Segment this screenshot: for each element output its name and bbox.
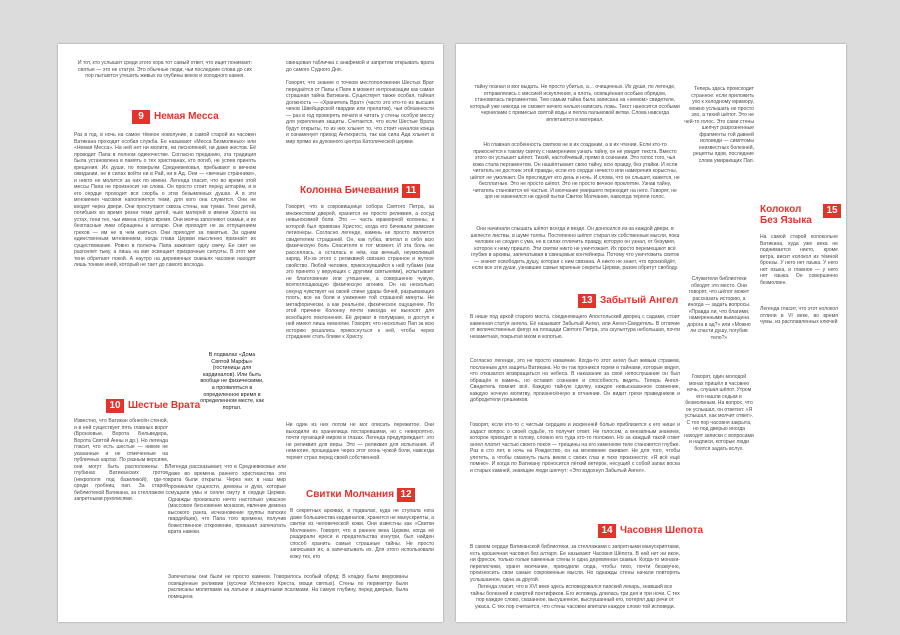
scrolls-madness: Они начинали слышать шёпот всегда и везде. Он доносился из-за каждой двери, в шелесте листвы, в шуме толпы. Постепенно шёпот стирал их собственные мысли, пока человек не сходил с ума, не в силах отличить правду, которую он узнал, от безумия, которое к нему пришло. Эти свитки никто не уничтожает. Их просто перемещают всё глубже в архивы, запечатывая в свинцовые контейнеры. Потому что уничтожить свиток — значит освободить душу, которая с ним связана. А никто не знает, что произойдёт, если все эти души, узнавшие самые мрачные секреты Церкви, разом обретут свободу. bbox=[470, 226, 680, 271]
section-15-legend: Легенда гласит, что этот колокол отлили в VI веке, во время чумы, из расплавленных ключей bbox=[760, 306, 838, 325]
column-2-guardian: Говорят, что знание о точном местоположении Шестых Врат передаётся от Папы к Папе в момент интронизации как самая страшная тайна Ватикана. Существует также особая, тайная должность — «Хранитель Врат» (часто это кто-то из высших чинов Швейцарской гвардии или прелатов), чьи обязанности — раз в год проверять печати и читать у стены особую мессу для укрепления защиты. Считается, что если Шестые Врата будут открыты, то из них хлынет то, что стоит началом конца и ознаменует приход Антихриста, так как сила Ада хлынет в мир прямо из духовного центра Католической церкви. bbox=[286, 80, 434, 145]
section-14-legend: Легенда гласит, что в XVI веке здесь исповедовался папский лекарь, знавший все тайны болезней и смертей понтификов. Его исповедь длилась три дня и три ночи. С тех пор каждое слово, сказанное, высушенное, выслушанный его, потерял дар речи от ужаса. С тех пор считается, что стены часовни впитали каждое слово той исповеди. bbox=[470, 584, 680, 610]
chapel-servants: Служители библиотеки обходят это место. Они говорят, что шёпот может рассказать историю, а иногда — задать вопросы. «Правда ли, что благими, намеренными вымощена дорога в ад?» или «Можно ли спасти душу, погубив тело?» bbox=[687, 276, 751, 341]
section-9-body: Раз в год, в ночь на самое тёмное новолуние, в самой старой из часовен Ватикана проходит особая служба. Ее называют «Месса Безмолвных» или «Немая Месса». На ней нет ни молитв, ни песнопений, ни даже жестов. Её проводит Папа в полном одиночестве. Согласно преданию, эта традиция была установлена в память о тех христианах, кто погиб, не успев принять крещения. Их души, по поверьям Средневековья, пребывают в вечном ожидании, не в силах войти ни в Рай, ни в Ад. Они — «вечные странники», и никто не молится за них по имени. Легенда гласит, что во время этой мессы Папа не произносит ни слова. Он просто стоит перед алтарём, и в его сердце проходит вся скорбь о этих безымянных душах. А в эти мгновения часовня наполняется теми, для кого она служится. Они не входят через двери. Они проступают сквозь стены, как туман. Тени детей, погибших во время резни теми детей, чьих матерей в имени Христа на устах, тени тех, чьи имена стёрло время. Они молча заполняют скамьи, и их безгласные лики обращены к алтарю. Они приходят не за отпущением грехов — им не в чем каяться. Они приходят за памятью. За одним единственным мгновением, когда глава Церкви мысленно признаёт их существование. Ровно в полночь Папа зажигает одну свечу. Ее свет не разгоняет тьму, а лишь на миг освещает призрачные силуэты. В этот миг тени обретают покой. А наутро на деревянных скамьях часовни находят лишь тонкие иней, который не тает до самого восхода. bbox=[74, 132, 256, 268]
section-13-heading bbox=[578, 294, 678, 308]
caption-note: В подвалах «Дома Святой Марфы» (гостиницы для кардиналов). Или быть вообще не физическими, а проявляться в определенное время в определенном месте, как портал. bbox=[200, 352, 264, 411]
chapel-monk: Говорят, один молодой монах пришёл в часовню ночь, слушая шёпот. Утром его нашли седым и безмолвным. На вопрос, что он услышал, он ответил: «Я услышал, как молчит ответ». С тех пор часовня закрыта, но под дверью иногда находят записки с вопросами и надписи, которые люди боятся задать вслух. bbox=[684, 374, 754, 452]
section-title: Свитки Молчания bbox=[306, 489, 395, 500]
section-9-heading bbox=[132, 110, 219, 124]
section-number: 12 bbox=[397, 488, 415, 502]
section-15-body: На самой старой колокольне Ватикана, куда уже века не поднимается никто, кроме ветра, висит колокол из тёмной бронзы. У него нет языка. У него нет языка, и главное — у него нет языка. Он совершенно безмолвен. bbox=[760, 234, 838, 286]
section-13-answer: Говорят, если кто-то с чистым сердцем и искренней болью приблизится к его нише и задаст вопрос о своей судьбе, то получит ответ. Не голосом, а внезапным знанием, которое приходит в голову, словно его туда кто-то положил. Но за каждый такой ответ ангел платит частью своего покоя — трещины на его каменном теле становятся глубже. Раз в сто лет, в ночь на Рождество, он на мгновение оживает. Не для того, чтобы улететь, а чтобы смахнуть пыль веков с своих глаз и тихо произнести: «Я всё ещё помню». И когда по Ватикану проносится лёгкий ветерок, несущий с собой запах воска и старых камней, знающие люди шепчут: «Это вздохнул Забытый Ангел». bbox=[470, 422, 680, 474]
section-13-legend: Согласно легенде, это не просто изваяние. Когда-то этот ангел был живым стражем, посланным для защиты Ватикана. Но он так проникся горем и тайнами, которые видел, что отказался возвращаться на небеса. В наказание за своё непослушание он был обращён в камень, но оставил сознание и способность видеть. Теперь Ангел-Свидетель помнит всё. Каждую тайную сделку, каждое невысказанное сомнение, каждую ночную молитву, произнесённую в отчаянии. Он видит грехи праведников и добродетели грешников. bbox=[470, 358, 680, 403]
section-10-body: Известно, что Ватикан обнесён стеной, и в ней существует пять главных ворот (Бронзовые, Ворота Бельведера, Ворота Святой Анны и др.). Но легенда гласит, что есть шестые — никем не указанные и не отмеченные на публичных картах. По разным версиям, они могут быть расположены: В глубинах Ватиканских гротов (некрополя под базиликой), где-то среди гробниц пап. За старой библиотекой Ватикана, за стеллажом с запретными рукописями. bbox=[74, 418, 168, 502]
section-title: Немая Месса bbox=[154, 111, 219, 122]
section-number: 13 bbox=[578, 294, 596, 308]
column-2-aftermath: Ни один из них потом не мог описать пережитое. Они выходили из хранилища постаревшими, но с невероятно, почти пугающей миром в глазах. Легенда предупреждает: это не реликвия для веры. Это — реликвия для испытания. И немногие, прошедшие через этот огонь чужой боли, навсегда теряют страх перед своей собственной. bbox=[286, 422, 434, 461]
section-13-body: В нише под аркой старого моста, соединяющего Апостольский дворец с садами, стоит каменная статуя ангела. Её называют Забытый Ангел, или Ангел-Свидетель. В отличие от величественных фигур на площади Святого Петра, эта скульптура небольшая, почти незаметная, покрытая мхом и копотью. bbox=[470, 314, 680, 340]
section-12-body: В секретных архивах, в подвалах, куда не ступала нога даже большинства кардиналов, хранится не манускрипты, а свитки из человеческой кожи. Они известны как «Свитки Молчания». Говорят, что в раннее века Церкви, когда её раздирали ереси и предательства изнутри, был найден способ хранить самые страшные тайны. Не просто записывая их, а запечатывать их. Для этого использовали кожу тех, кто bbox=[290, 508, 434, 560]
section-number: 11 bbox=[402, 184, 420, 198]
section-number: 15 bbox=[823, 204, 841, 218]
section-15-heading bbox=[760, 204, 841, 226]
section-14-body: В самом сердце Ватиканской библиотеки, за стеллажами с запретными манускриптами, есть крошечная часовня без алтаря. Ее называют Часовня Шёпота. В ней нет ни икон, ни фресок, только голые каменные стены и одна деревянная скамья. Когда-то монахи-переписчики, храня молчание, приходили сюда, чтобы тихо, почти беззвучно, произносить свои самые сокровенные мысли. Но однажды стены начали повторять услышанное, одна за другой. bbox=[470, 544, 680, 583]
section-title: Колонна Бичевания bbox=[300, 185, 400, 196]
right-page bbox=[456, 44, 846, 622]
section-12-heading bbox=[306, 488, 415, 502]
section-10-legend: Легенда рассказывает, что в Средневековье или даже во времена раннего христианства эти врата были открыты. Через них в наш мир проникали сущности, демоны и духи, которые смущали умы и сеяли смуту в сердце Церкви. Однажды произошло нечто настолько ужасное (массовое бесновение монахов, явление демона высокого ранга, исчезновение группы папских гвардейцев), что Папа того времени, получив божественное откровение, приказал запечатать врата навеки. bbox=[168, 464, 286, 535]
section-number: 14 bbox=[598, 524, 616, 538]
section-title: Шестые Врата bbox=[128, 400, 201, 411]
scrolls-continued: тайну познал и мог выдать. Не просто убитых, а… очищенных. Их души, по легенде, отправлялись с миссией искупления, а плоть, освящённая особым обрядом, становилась пергаментом. Тем самым тайна была записана на «немом» свидетеле, который уже никогда не сможет нечего нельзя написать ложь. Текст наносится особыми чернилами с примесью святой воды и пепла пальмовой ветви. Слова навсегда вплетаются в материал. bbox=[470, 84, 680, 123]
section-10-heading bbox=[106, 399, 200, 413]
left-page bbox=[58, 44, 443, 622]
section-title: Забытый Ангел bbox=[600, 295, 679, 306]
section-10-seal: Запечатаны они были не просто камнем. Говорилось особый обряд: В кладку были вмурованы освящённые реликвии (кусочки Истинного Креста, мощи святых). Стены по периметру были расписаны молитвами на латыни и защитными псалмами. На самую глубину, перед дверью, была помещена bbox=[168, 574, 408, 600]
section-title: Колокол Без Языка bbox=[760, 204, 812, 226]
section-title: Часовня Шепота bbox=[620, 525, 704, 536]
section-11-body: Говорят, что в сокровищнице собора Святого Петра, за множеством дверей, хранится не просто реликвия, а сосуд невыносимой боли. Это — часть мраморной колонны, к которой был привязан Христос, когда его бичевали римские легионеры. Согласно легенде, камень не просто является свидетелем страданий. Он, как губка, впитал в себя всю физическую боль Спасителя в тот момент. И эта боль не рассеялась, а осталась в нём, как вечный, неумолимый заряд. Из-за этого с реликвией связано странное и жуткое свойство. Любой человек, прикоснувшийся к ней губами (как это принято у верующих с другими святынями), испытывает не благоговение или утешение, а совершенно чужую, всепоглощающую физическую агонию. Он на несколько секунд чувствует на своей спине удары бичей, разрывающих плоть, все на боли и унижение той страшной минуты. Не метафорически, а как реальное, физическое ощущение. По этой причине Колонну почти никогда не выносят для всеобщего поклонения. Её держат в полумраке, и доступ к ней имеют лишь немногие. Говорят, что несколько Пап за всю историю решались прикоснуться к ней, чтобы через страдание стать ближе к Христу. bbox=[286, 204, 434, 340]
scrolls-reading: Но главная особенность свитков не в их создании, а в их чтении. Если кто-то прикоснётся к такому свитку с намерением узнать тайну, он не увидит текста. Вместо этого он услышит шёпот. Тихий, настойчивый, прямо в сознании. Это голос того, чья кожа стала пергаментом. Он нашёптывает свою тайну, всю правду, без утайки. И если читатель не достоин этой правды, если его сердце нечисто или намерения корыстны, шёпот не умолкает. Он преследует его день и ночь. И слова, что он слышит, кажется, не бесплатные. Это не просто шёпот. Это не просто вечное проклятие. Узнав тайну, читатель становится её частью. И молчание умершего переходит на него. Говорят, не зря не изменился ни одной пытки Свиток Молчания, навсегда теряли голос. bbox=[470, 142, 680, 200]
chapel-whisper: Теперь здесь происходит странное: если приложить ухо к холодному мрамору, можно услышать не просто эхо, а тихий шёпот. Это не чей-то голос. Это сами стены шепчут разрозненные фрагменты той давней исповеди — симптомы неизвестных болезней, рецепты ядов, последние слова умирающих Пап. bbox=[684, 86, 754, 164]
section-number: 10 bbox=[106, 399, 124, 413]
section-number: 9 bbox=[132, 110, 150, 124]
section-11-heading bbox=[300, 184, 420, 198]
column-2-top: свинцовая табличка с анафемой и запретом открывать врата до самого Судного Дня. bbox=[286, 60, 434, 73]
intro-paragraph: И тот, кто услышит среди этого хора тот самый ответ, что ищет понимает: святые — это не статуи. Это обычные люди, чьи последние слова до сих пор пытаются утешить живых из глубины веков и холодного камня. bbox=[77, 60, 253, 79]
